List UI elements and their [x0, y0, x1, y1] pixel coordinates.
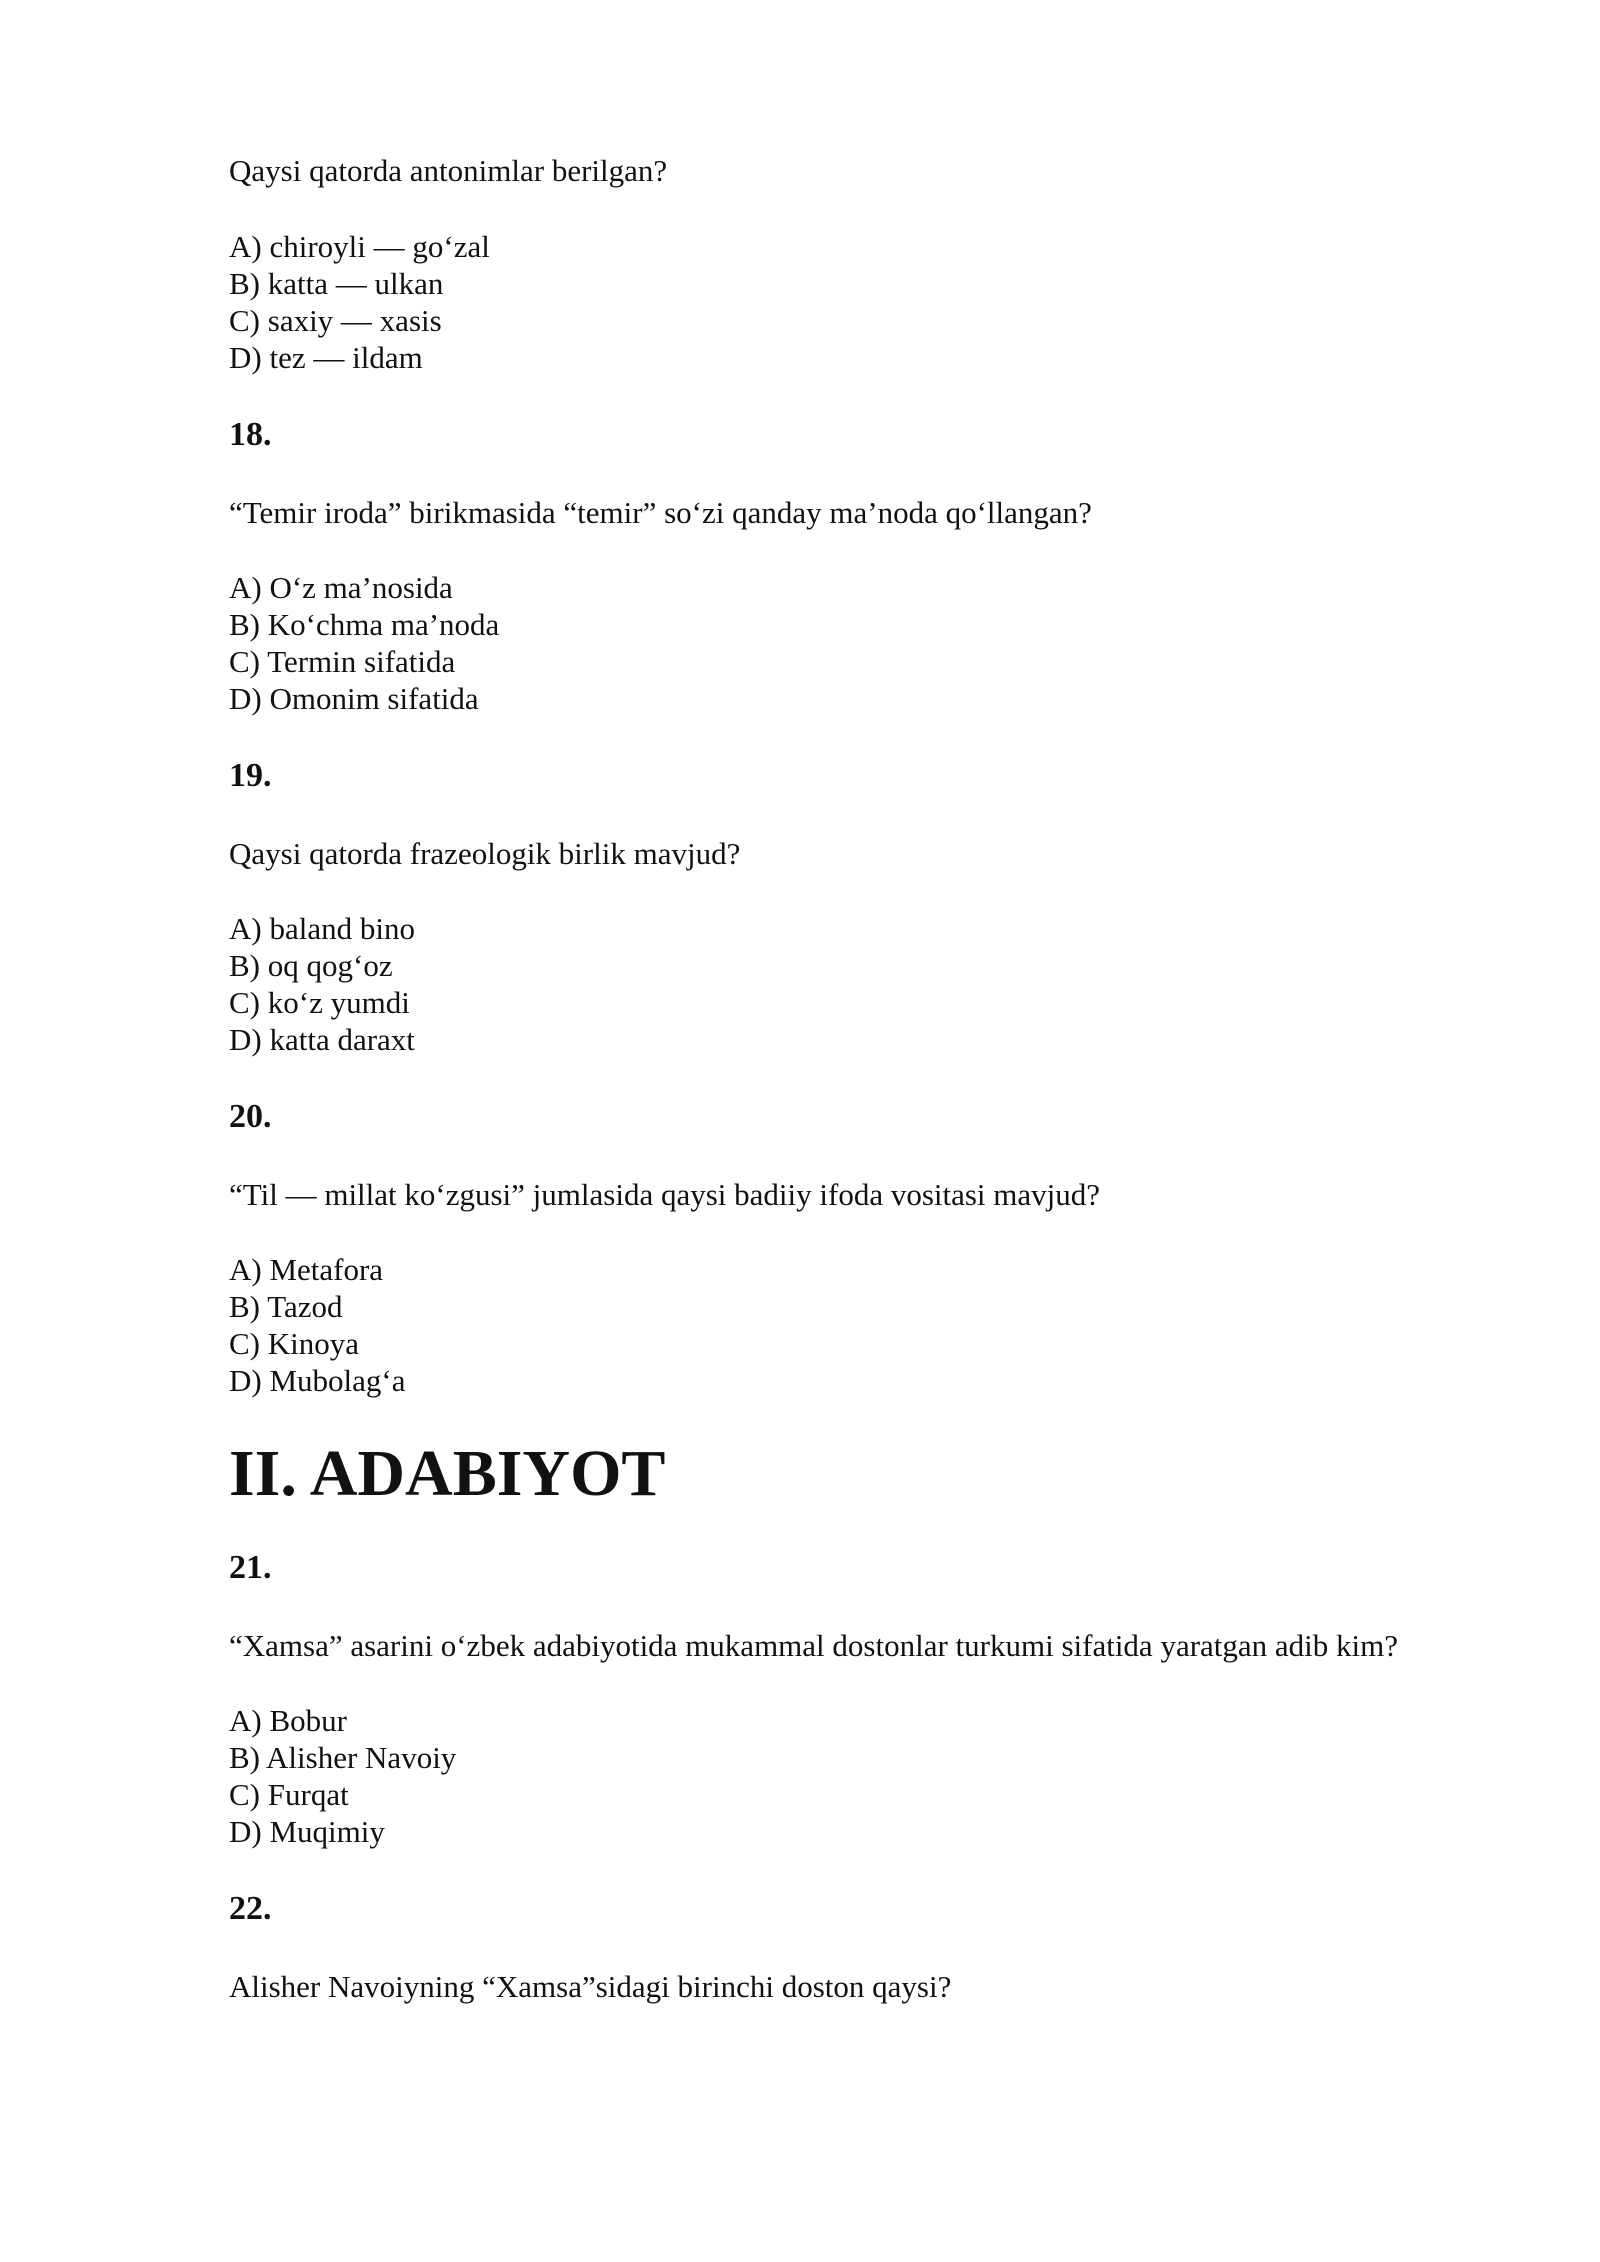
question-22-number: 22. — [229, 1890, 272, 1927]
question-18-option-d: D) Omonim sifatida — [229, 681, 479, 716]
question-20-option-d: D) Mubolag‘a — [229, 1363, 406, 1398]
question-19-option-d: D) katta daraxt — [229, 1022, 415, 1057]
question-22-text: Alisher Navoiyning “Xamsa”sidagi birinchi doston qaysi? — [229, 1969, 952, 2004]
question-18-text: “Temir iroda” birikmasida “temir” so‘zi qanday ma’noda qo‘llangan? — [229, 495, 1092, 530]
question-20-number: 20. — [229, 1098, 272, 1135]
question-17-option-a: A) chiroyli — go‘zal — [229, 229, 490, 264]
question-19-option-b: B) oq qog‘oz — [229, 948, 393, 983]
question-21-option-c: C) Furqat — [229, 1777, 349, 1812]
question-17-option-c: C) saxiy — xasis — [229, 303, 442, 338]
question-20-text: “Til — millat ko‘zgusi” jumlasida qaysi badiiy ifoda vositasi mavjud? — [229, 1177, 1101, 1212]
question-20-option-b: B) Tazod — [229, 1289, 343, 1324]
question-19-text: Qaysi qatorda frazeologik birlik mavjud? — [229, 836, 741, 871]
question-17-text: Qaysi qatorda antonimlar berilgan? — [229, 153, 668, 188]
question-21-option-b: B) Alisher Navoiy — [229, 1740, 457, 1775]
question-19-number: 19. — [229, 757, 272, 794]
question-17-option-b: B) katta — ulkan — [229, 266, 444, 301]
question-20-option-c: C) Kinoya — [229, 1326, 360, 1361]
question-21-option-a: A) Bobur — [229, 1703, 347, 1738]
question-21-option-d: D) Muqimiy — [229, 1814, 385, 1849]
question-18-number: 18. — [229, 416, 272, 453]
question-18-option-a: A) O‘z ma’nosida — [229, 570, 453, 605]
section-heading: II. ADABIYOT — [229, 1437, 666, 1510]
question-19-option-c: C) ko‘z yumdi — [229, 985, 410, 1020]
question-17-option-d: D) tez — ildam — [229, 340, 423, 375]
question-20-option-a: A) Metafora — [229, 1252, 384, 1287]
question-18-option-c: C) Termin sifatida — [229, 644, 456, 679]
question-21-text: “Xamsa” asarini o‘zbek adabiyotida mukammal dostonlar turkumi sifatida yaratgan adib kim? — [229, 1628, 1399, 1663]
question-18-option-b: B) Ko‘chma ma’noda — [229, 607, 500, 642]
question-19-option-a: A) baland bino — [229, 911, 415, 946]
question-21-number: 21. — [229, 1549, 272, 1586]
